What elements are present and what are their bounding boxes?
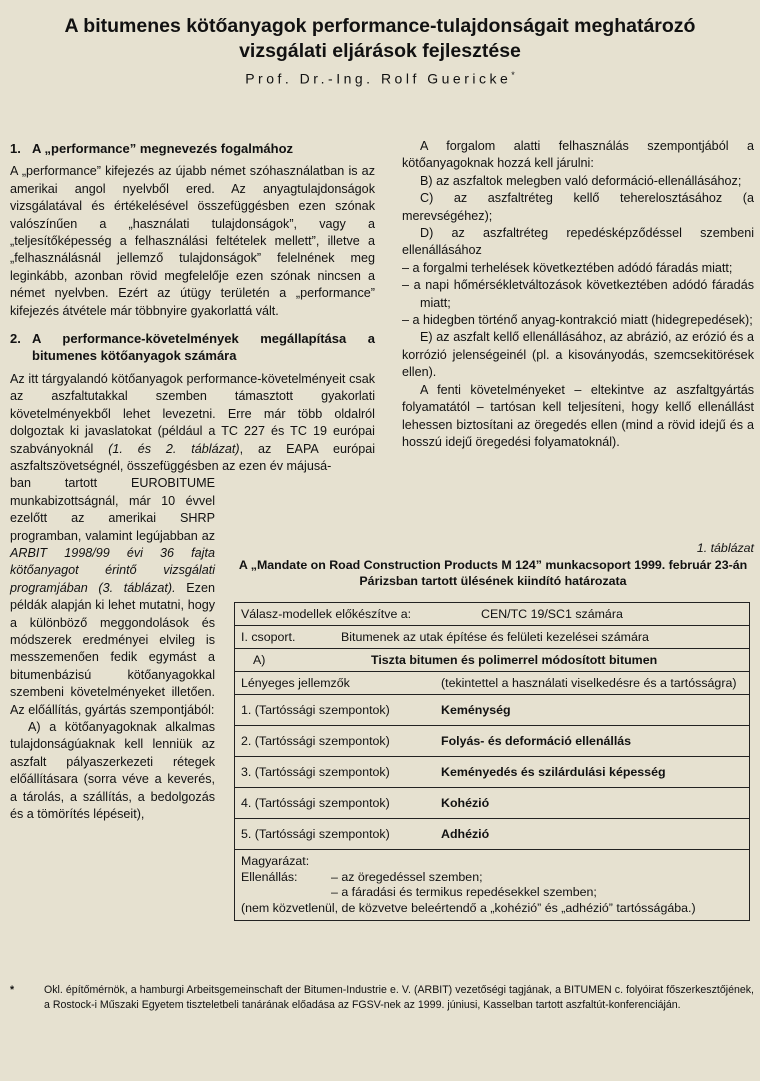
table-reference-3: ARBIT 1998/99 évi 36 fajta kötőanyagot érintő vizsgálati programjában (3. táblázat). [10, 545, 215, 595]
author-footnote-mark: * [511, 70, 515, 80]
requirement-e: E) az aszfalt kellő ellenállásához, az abrázió, az erózió és a korrózió jelenségeinél (pl. a kisoványodás, szemcsekitörések ellen). [402, 330, 754, 380]
section-2-text-a: Az itt tárgyalandó kötőanyagok performance-követelményeit csak az aszfaltutakkal szemben támasztott gyakorlati követelményekből lehet levezetni. Erre már több oldalról dolgoztak ki javaslatokat (például a TC 227 és TC 19 európai szabványoknál [10, 371, 375, 456]
section-2-paragraph-2 [10, 475, 215, 719]
row-value: Adhézió [441, 827, 490, 841]
requirement-c: C) az aszfaltréteg kellő teherelosztásához (a merevségéhez); [402, 191, 754, 223]
summary-paragraph: A fenti követelményeket – eltekintve az aszfaltgyártás folyamatától – tartósan kell teljesíteni, hogy kellő ellenállást lehessen biztosítani az öregedés ellen (mind a rövid idejű és a hosszú idejű öregedési folyamatoknál). [402, 382, 754, 449]
section-2-text-d: Ezen példák alapján ki lehet mutatni, hogy a különböző meggondolások és módszerek eredményei elvileg is messzemenően fedik egymást a bitumenbázisú kötőanyagokkal szembeni követelményeket illetően. Az előállítás, gyártás szempontjából: [10, 580, 215, 717]
row-label: 3. (Tartóssági szempontok) [241, 765, 390, 779]
table-row [235, 726, 750, 757]
row-value: Keményedés és szilárdulási képesség [441, 765, 666, 779]
requirement-d: D) az aszfaltréteg repedésképződéssel szembeni ellenállásához [402, 226, 754, 258]
table-reference-1-2: (1. és 2. táblázat) [108, 441, 240, 456]
section-1-paragraph: A „performance” kifejezés az újabb német szóhasználatban is az amerikai angol nyelvből ered. Az anyagtulajdonságok vizsgálatával és értékelésével összefüggésben ezen szónak valószínűen a „használati tulajdonságok”, vagy a „teljesítőképesség a felhasználási feltételek mellett”, illetve a „felhasználásnál jellemző tulajdonságok” felelnének meg leginkább, azonban rövid megfelelője ezen szónak nincsen a német nyelvben. Ezért az útügy területén a „performance” kifejezés átvétele már többnyire gyakorlattá vált. [10, 164, 375, 318]
section-2-heading [10, 330, 375, 365]
header-label: Válasz-modellek előkészítve a: [241, 607, 412, 621]
row-label: 2. (Tartóssági szempontok) [241, 734, 390, 748]
requirement-d-item: – a napi hőmérsékletváltozások következtében adódó fáradás miatt; [402, 278, 754, 310]
table-number: 1. táblázat [696, 541, 754, 555]
row-label: 4. (Tartóssági szempontok) [241, 796, 390, 810]
right-column [402, 138, 754, 451]
usage-intro: A forgalom alatti felhasználás szempontjából a kötőanyagoknak hozzá kell járulni: [402, 139, 754, 171]
group-label: I. csoport. [241, 630, 296, 644]
author-name: Prof. Dr.-Ing. Rolf Guericke [245, 70, 512, 87]
section-2-number: 2. [10, 331, 21, 347]
note-line: (nem közvetlenül, de közvetve beleértendő a „kohézió” és „adhézió” tartósságába.) [241, 900, 696, 915]
subgroup-value: Tiszta bitumen és polimerrel módosított bitumen [371, 653, 658, 667]
group-value: Bitumenek az utak építése és felületi kezelései számára [341, 630, 649, 644]
table-row [235, 603, 750, 626]
article-title: A bitumenes kötőanyagok performance-tulajdonságait meghatározó vizsgálati eljárások fejlesztése [64, 15, 696, 62]
requirement-a: A) a kötőanyagoknak alkalmas tulajdonságúaknak kell lenniük az aszfalt pályaszerkezeti rétegek előállításara (sorra véve a keverés, a tárolás, a szállítás, a bedolgozás és a tömörítés lépéseit), [10, 720, 215, 822]
note-line: – az öregedéssel szemben; [331, 869, 483, 884]
row-value: Kohézió [441, 796, 490, 810]
section-1-heading [10, 140, 375, 157]
section-2-text-c: ban tartott EUROBITUME munkabizottságnál, már 10 évvel ezelőtt az amerikai SHRP programban, valamint legújabban az [10, 476, 215, 543]
requirement-b: B) az aszfaltok melegben való deformáció-ellenállásához; [420, 173, 742, 188]
table-caption: A „Mandate on Road Construction Products M 124” munkacsoport 1999. február 23-án Párizsban tartott ülésének kiindító határozata [238, 558, 748, 588]
table-row [235, 649, 750, 672]
note-line: – a fáradási és termikus repedésekkel szemben; [331, 885, 597, 899]
footnote-text: Okl. építőmérnök, a hamburgi Arbeitsgemeinschaft der Bitumen-Industrie e. V. (ARBIT) vezetőségi tagjának, a BITUMEN c. folyóirat főszerkesztőjének, a Rostock-i Műszaki Egyetem tiszteletbeli tanárának előadása az FGSV-nek az 1999. júniusi, Kasselban tartott aszfaltút-konferenciáján. [44, 984, 754, 1011]
requirement-d-item: – a hidegben történő anyag-kontrakció miatt (hidegrepedések); [402, 313, 753, 328]
table-row [235, 672, 750, 695]
table-row [235, 850, 750, 921]
note-title: Magyarázat: [241, 854, 310, 868]
table-row [235, 788, 750, 819]
table-row [235, 626, 750, 649]
table-note [235, 850, 750, 921]
footnote-mark: * [10, 984, 15, 996]
header-value: CEN/TC 19/SC1 számára [481, 607, 623, 621]
row-value: Folyás- és deformáció ellenállás [441, 734, 632, 748]
section-1-title: A „performance” megnevezés fogalmához [32, 141, 294, 156]
property-value: (tekintettel a használati viselkedésre és a tartósságra) [441, 676, 737, 690]
subgroup-label: A) [253, 653, 266, 667]
table-row [235, 695, 750, 726]
row-label: 1. (Tartóssági szempontok) [241, 703, 390, 717]
section-1-number: 1. [10, 141, 21, 156]
table-1-block [232, 541, 754, 921]
section-2-text-b: , az EAPA európai aszfaltszövetségnél, összefüggésben az ezen év májusá- [10, 441, 375, 473]
footnote [10, 983, 754, 1013]
table-row [235, 757, 750, 788]
note-label: Ellenállás: [241, 869, 298, 884]
requirement-d-item: – a forgalmi terhelések következtében adódó fáradás miatt; [402, 260, 733, 275]
mandate-table [234, 602, 750, 921]
property-label: Lényeges jellemzők [241, 676, 350, 690]
row-value: Keménység [441, 703, 511, 717]
section-2-paragraph-1 [10, 371, 375, 475]
section-2-title: A performance-követelmények megállapítása a bitumenes kötőanyagok számára [32, 331, 375, 364]
row-label: 5. (Tartóssági szempontok) [241, 827, 390, 841]
author-line [0, 70, 760, 87]
table-row [235, 819, 750, 850]
